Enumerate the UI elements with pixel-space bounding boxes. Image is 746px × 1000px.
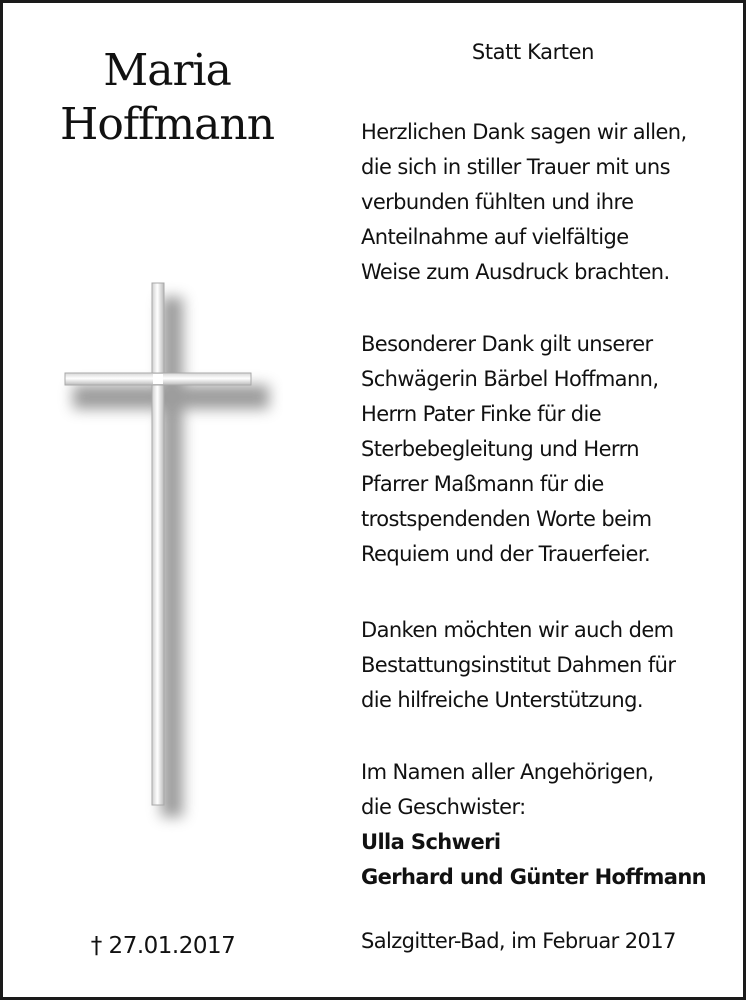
text-line: Danken möchten wir auch dem [361,618,674,642]
text-line: trostspendenden Worte beim [361,507,652,531]
text-line: Requiem und der Trauerfeier. [361,542,651,566]
signer-name: Ulla Schweri [361,830,501,854]
closing-line: die Geschwister: [361,795,526,819]
text-line: Anteilnahme auf vielfältige [361,225,629,249]
text-line: Besonderer Dank gilt unserer [361,332,653,356]
text-line: Herzlichen Dank sagen wir allen, [361,120,687,144]
closing-block [361,755,731,895]
text-line: die hilfreiche Unterstützung. [361,688,643,712]
header-note: Statt Karten [471,40,595,64]
text-line: Schwägerin Bärbel Hoffmann, [361,367,659,391]
cross-icon [43,273,283,833]
thanks-paragraph-1 [361,115,731,290]
text-line: die sich in stiller Trauer mit uns [361,155,670,179]
text-line: Pfarrer Maßmann für die [361,472,604,496]
place-and-date: Salzgitter-Bad, im Februar 2017 [361,929,676,953]
text-line: verbunden fühlten und ihre [361,190,634,214]
signer-name: Gerhard und Günter Hoffmann [361,865,707,889]
thanks-paragraph-3 [361,613,731,718]
text-line: Bestattungsinstitut Dahmen für [361,653,676,677]
thanks-paragraph-2 [361,327,731,572]
deceased-first-name: Maria [103,45,231,96]
text-line: Herrn Pater Finke für die [361,402,602,426]
closing-line: Im Namen aller Angehörigen, [361,760,654,784]
deceased-last-name: Hoffmann [59,99,275,150]
text-line: Sterbebegleitung und Herrn [361,437,639,461]
text-line: Weise zum Ausdruck brachten. [361,260,670,284]
death-date: † 27.01.2017 [90,933,236,959]
